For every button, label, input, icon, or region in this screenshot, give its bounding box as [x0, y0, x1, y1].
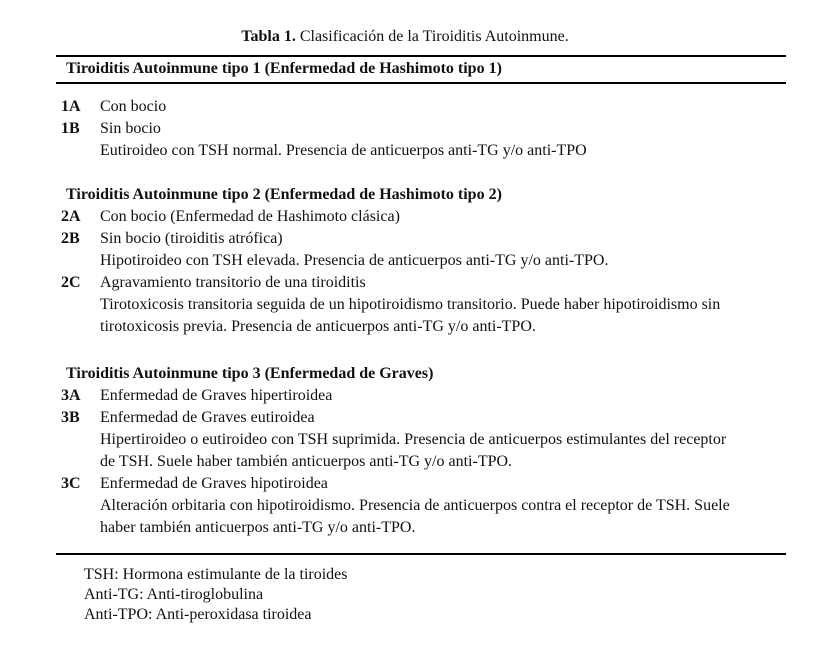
table-row: [56, 385, 786, 407]
section-1-header: Tiroiditis Autoinmune tipo 1 (Enfermedad de Hashimoto tipo 1): [66, 60, 502, 77]
row-text: de TSH. Suele haber también anticuerpos anti-TG y/o anti-TPO.: [100, 453, 513, 470]
row-text: Enfermedad de Graves hipertiroidea: [100, 387, 333, 404]
table-title-label: Tabla 1.: [241, 28, 296, 45]
table-row: [56, 272, 786, 294]
table-row: [56, 473, 786, 495]
table-row: [56, 517, 786, 539]
table-row: [56, 96, 786, 118]
bottom-rule: [56, 553, 786, 555]
table-row: [56, 140, 786, 162]
table-row: [56, 495, 786, 517]
row-label: 2A: [61, 208, 81, 225]
table-row: [56, 250, 786, 272]
table-row: [56, 118, 786, 140]
table-row: [56, 206, 786, 228]
blank-line: [56, 162, 786, 184]
section-3-header: Tiroiditis Autoinmune tipo 3 (Enfermedad de Graves): [66, 365, 434, 382]
row-text: tirotoxicosis previa. Presencia de anticuerpos anti-TG y/o anti-TPO.: [100, 318, 536, 335]
section-2-header-row: [56, 184, 786, 206]
footnote-line: Anti-TPO: Anti-peroxidasa tiroidea: [84, 606, 312, 623]
table-row: [56, 407, 786, 429]
row-label: 2B: [61, 230, 80, 247]
row-label: 3C: [61, 475, 81, 492]
row-text: Con bocio (Enfermedad de Hashimoto clásica): [100, 208, 400, 225]
table-body: [56, 96, 786, 539]
table-title-text: Clasificación de la Tiroiditis Autoinmune.: [299, 28, 569, 45]
row-label: 1A: [61, 98, 81, 115]
section-2-header: Tiroiditis Autoinmune tipo 2 (Enfermedad de Hashimoto tipo 2): [66, 186, 502, 203]
footnote-line: Anti-TG: Anti-tiroglobulina: [84, 586, 264, 603]
top-rule: [56, 55, 786, 57]
table-row: [56, 228, 786, 250]
row-text: Sin bocio (tiroiditis atrófica): [100, 230, 283, 247]
row-label: 3B: [61, 409, 80, 426]
section-3-header-row: [56, 363, 786, 385]
row-text: Con bocio: [100, 98, 167, 115]
row-label: 2C: [61, 274, 81, 291]
row-text: Agravamiento transitorio de una tiroiditis: [100, 274, 366, 291]
table-title: [56, 27, 754, 47]
row-text: Eutiroideo con TSH normal. Presencia de anticuerpos anti-TG y/o anti-TPO: [100, 142, 587, 159]
row-text: Enfermedad de Graves hipotiroidea: [100, 475, 328, 492]
table-row: [56, 429, 786, 451]
row-text: haber también anticuerpos anti-TG y/o anti-TPO.: [100, 519, 416, 536]
row-text: Hipertiroideo o eutiroideo con TSH suprimida. Presencia de anticuerpos estimulantes del receptor: [100, 431, 727, 448]
row-text: Alteración orbitaria con hipotiroidismo. Presencia de anticuerpos contra el receptor de TSH. Suele: [100, 497, 730, 514]
blank-line: [56, 338, 786, 360]
table-row: [56, 316, 786, 338]
row-text: Enfermedad de Graves eutiroidea: [100, 409, 315, 426]
row-label: 3A: [61, 387, 81, 404]
row-text: Tirotoxicosis transitoria seguida de un hipotiroidismo transitorio. Puede haber hipotiroidismo sin: [100, 296, 721, 313]
table-row: [56, 451, 786, 473]
row-text: Hipotiroideo con TSH elevada. Presencia de anticuerpos anti-TG y/o anti-TPO.: [100, 252, 609, 269]
middle-rule: [56, 82, 786, 84]
footnote-line: TSH: Hormona estimulante de la tiroides: [84, 566, 348, 583]
row-text: Sin bocio: [100, 120, 161, 137]
row-label: 1B: [61, 120, 80, 137]
table-row: [56, 294, 786, 316]
footnotes: [84, 565, 348, 625]
